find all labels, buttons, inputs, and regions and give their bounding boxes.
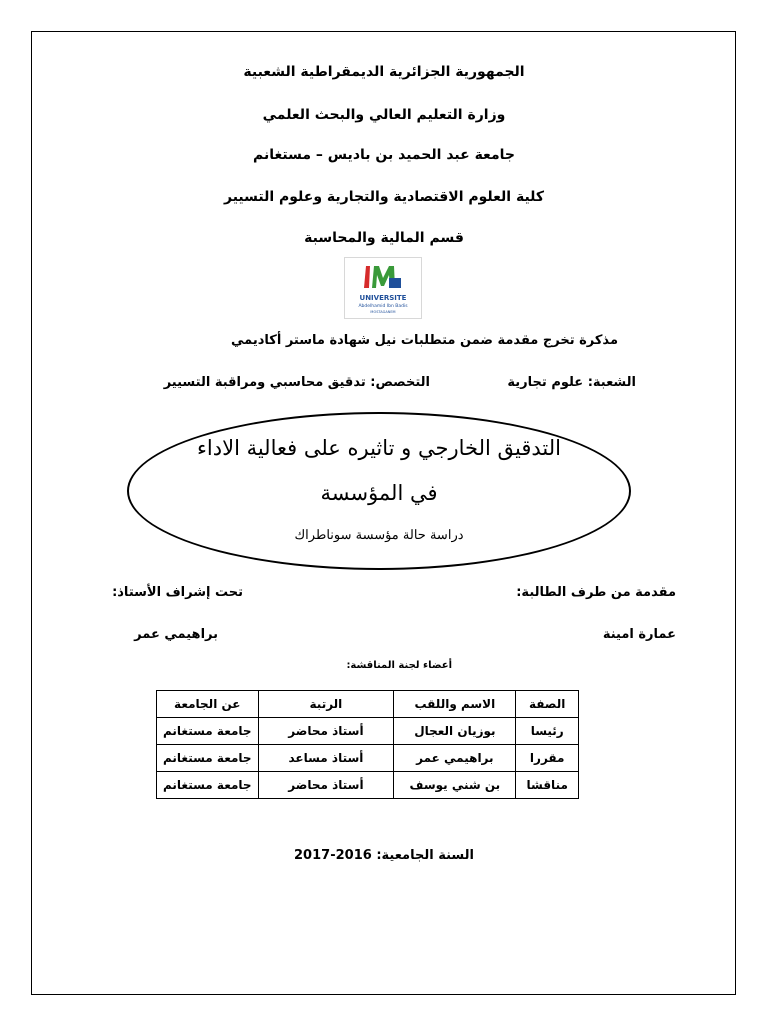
table-row [157,718,579,745]
member-name: بوزيان العجال [394,718,516,745]
supervisor-name: براهيمي عمر [134,627,218,642]
logo-subtitle: Abdelhamid Ibn Badis [358,304,408,309]
committee-header-row [157,691,579,718]
supervisor-label: تحت إشراف الأستاذ: [112,585,243,600]
member-rank: أستاذ محاضر [258,718,394,745]
thesis-title-line1: التدقيق الخارجي و تاثيره على فعالية الاداء [197,436,561,460]
department-line: قسم المالية والمحاسبة [304,230,464,246]
case-study-line: دراسة حالة مؤسسة سوناطراك [294,528,464,543]
thesis-title-line2: في المؤسسة [320,481,438,505]
member-role: مقررا [516,745,579,772]
member-university: جامعة مستغانم [157,745,259,772]
republic-line: الجمهورية الجزائرية الديمقراطية الشعبية [243,64,525,80]
member-name: براهيمي عمر [394,745,516,772]
faculty-line: كلية العلوم الاقتصادية والتجارية وعلوم التسيير [223,189,545,205]
ministry-line: وزارة التعليم العالي والبحث العلمي [262,107,506,123]
member-university: جامعة مستغانم [157,772,259,799]
branch-line: الشعبة: علوم تجارية [507,375,636,390]
logo-name: UNIVERSITE [359,294,407,302]
header-rank: الرتبة [258,691,394,718]
university-line: جامعة عبد الحميد بن باديس – مستغانم [253,147,515,163]
committee-label: أعضاء لجنة المناقشة: [346,660,452,671]
student-name: عمارة امينة [602,627,676,642]
table-row [157,772,579,799]
memo-line: مذكرة تخرج مقدمة ضمن متطلبات نيل شهادة ماستر أكاديمي [230,333,618,348]
member-rank: أستاذ مساعد [258,745,394,772]
university-logo-graphic [345,258,421,318]
member-university: جامعة مستغانم [157,718,259,745]
member-name: بن شني يوسف [394,772,516,799]
specialty-line: التخصص: تدقيق محاسبي ومراقبة التسيير [163,375,430,390]
member-role: مناقشا [516,772,579,799]
table-row [157,745,579,772]
committee-table [156,690,579,799]
header-name: الاسم واللقب [394,691,516,718]
member-rank: أستاذ محاضر [258,772,394,799]
logo-city: MOSTAGANEM [370,310,396,314]
header-university: عن الجامعة [157,691,259,718]
header-role: الصفة [516,691,579,718]
academic-year: السنة الجامعية: 2016-2017 [294,848,474,863]
student-label: مقدمة من طرف الطالبة: [516,585,676,600]
member-role: رئيسا [516,718,579,745]
university-logo [344,257,422,319]
